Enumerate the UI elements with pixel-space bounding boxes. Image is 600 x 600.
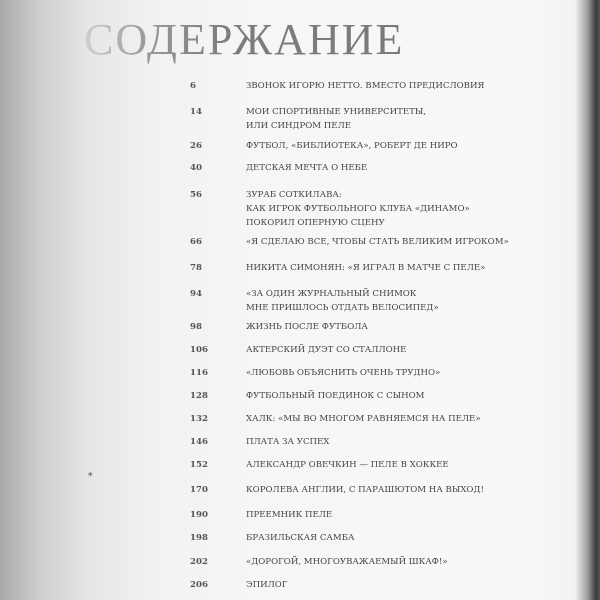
page-number: 14 <box>190 107 202 117</box>
chapter-title <box>246 188 470 230</box>
chapter-title-line: «ЛЮБОВЬ ОБЪЯСНИТЬ ОЧЕНЬ ТРУДНО» <box>246 368 441 378</box>
chapter-title-line: ЗУРАБ СОТКИЛАВА: <box>246 190 342 200</box>
chapter-title-line: МОИ СПОРТИВНЫЕ УНИВЕРСИТЕТЫ, <box>246 107 427 117</box>
chapter-title-line: ХАЛК: «МЫ ВО МНОГОМ РАВНЯЕМСЯ НА ПЕЛЕ» <box>246 414 481 424</box>
page-number: 116 <box>190 368 208 378</box>
chapter-title <box>246 79 484 93</box>
page-number: 98 <box>190 322 202 332</box>
page-number: 132 <box>190 414 208 424</box>
page-number: 206 <box>190 580 208 590</box>
chapter-title-line: ЭПИЛОГ <box>246 580 288 590</box>
chapter-title <box>246 287 439 315</box>
chapter-title-line: ФУТБОЛ, «БИБЛИОТЕКА», РОБЕРТ ДЕ НИРО <box>246 141 458 151</box>
page-number: 128 <box>190 391 208 401</box>
chapter-title-line: ИЛИ СИНДРОМ ПЕЛЕ <box>246 121 352 131</box>
page-number: 26 <box>190 141 202 151</box>
page-number: 170 <box>190 485 208 495</box>
page-number: 106 <box>190 345 208 355</box>
page-number: 40 <box>190 163 202 173</box>
page-number: 198 <box>190 533 208 543</box>
page-title: СОДЕРЖАНИЕ <box>84 15 405 64</box>
chapter-title <box>246 366 440 380</box>
chapter-title <box>246 161 367 175</box>
chapter-title <box>246 139 458 153</box>
page-number: 152 <box>190 460 208 470</box>
page-number: 66 <box>190 237 202 247</box>
chapter-title-line: «ДОРОГОЙ, МНОГОУВАЖАЕМЫЙ ШКАФ!» <box>246 557 448 567</box>
chapter-title-line: ПОКОРИЛ ОПЕРНУЮ СЦЕНУ <box>246 218 385 228</box>
chapter-title-line: АКТЕРСКИЙ ДУЭТ СО СТАЛЛОНЕ <box>246 345 407 355</box>
chapter-title-line: НИКИТА СИМОНЯН: «Я ИГРАЛ В МАТЧЕ С ПЕЛЕ» <box>246 263 486 273</box>
page-number: 56 <box>190 190 202 200</box>
chapter-title-line: АЛЕКСАНДР ОВЕЧКИН — ПЕЛЕ В ХОККЕЕ <box>246 460 449 470</box>
chapter-title <box>246 483 484 497</box>
chapter-title-line: «ЗА ОДИН ЖУРНАЛЬНЫЙ СНИМОК <box>246 289 417 299</box>
chapter-title-line: КАК ИГРОК ФУТБОЛЬНОГО КЛУБА «ДИНАМО» <box>246 204 470 214</box>
page-number: 6 <box>190 81 196 91</box>
chapter-title <box>246 261 485 275</box>
page-number: 94 <box>190 289 202 299</box>
chapter-title <box>246 458 449 472</box>
chapter-title <box>246 508 332 522</box>
chapter-title <box>246 578 287 592</box>
page-number: 190 <box>190 510 208 520</box>
chapter-title <box>246 320 368 334</box>
page-number: 146 <box>190 437 208 447</box>
chapter-title <box>246 531 355 545</box>
page-number: 78 <box>190 263 202 273</box>
chapter-title-line: ПЛАТА ЗА УСПЕХ <box>246 437 330 447</box>
chapter-title-line: ЗВОНОК ИГОРЮ НЕТТО. ВМЕСТО ПРЕДИСЛОВИЯ <box>246 81 485 91</box>
chapter-title-line: «Я СДЕЛАЮ ВСЕ, ЧТОБЫ СТАТЬ ВЕЛИКИМ ИГРОКОМ» <box>246 237 509 247</box>
chapter-title <box>246 555 448 569</box>
chapter-title-line: ФУТБОЛЬНЫЙ ПОЕДИНОК С СЫНОМ <box>246 391 425 401</box>
chapter-title-line: ДЕТСКАЯ МЕЧТА О НЕБЕ <box>246 163 368 173</box>
chapter-title <box>246 105 426 133</box>
chapter-title-line: БРАЗИЛЬСКАЯ САМБА <box>246 533 355 543</box>
chapter-title-line: МНЕ ПРИШЛОСЬ ОТДАТЬ ВЕЛОСИПЕД» <box>246 303 439 313</box>
chapter-title <box>246 435 329 449</box>
chapter-title <box>246 235 509 249</box>
chapter-title <box>246 389 424 403</box>
chapter-title-line: ЖИЗНЬ ПОСЛЕ ФУТБОЛА <box>246 322 368 332</box>
page-number: 202 <box>190 557 208 567</box>
scan-speck: * <box>88 472 93 482</box>
chapter-title <box>246 343 406 357</box>
chapter-title-line: КОРОЛЕВА АНГЛИИ, С ПАРАШЮТОМ НА ВЫХОД! <box>246 485 484 495</box>
chapter-title-line: ПРЕЕМНИК ПЕЛЕ <box>246 510 333 520</box>
chapter-title <box>246 412 481 426</box>
